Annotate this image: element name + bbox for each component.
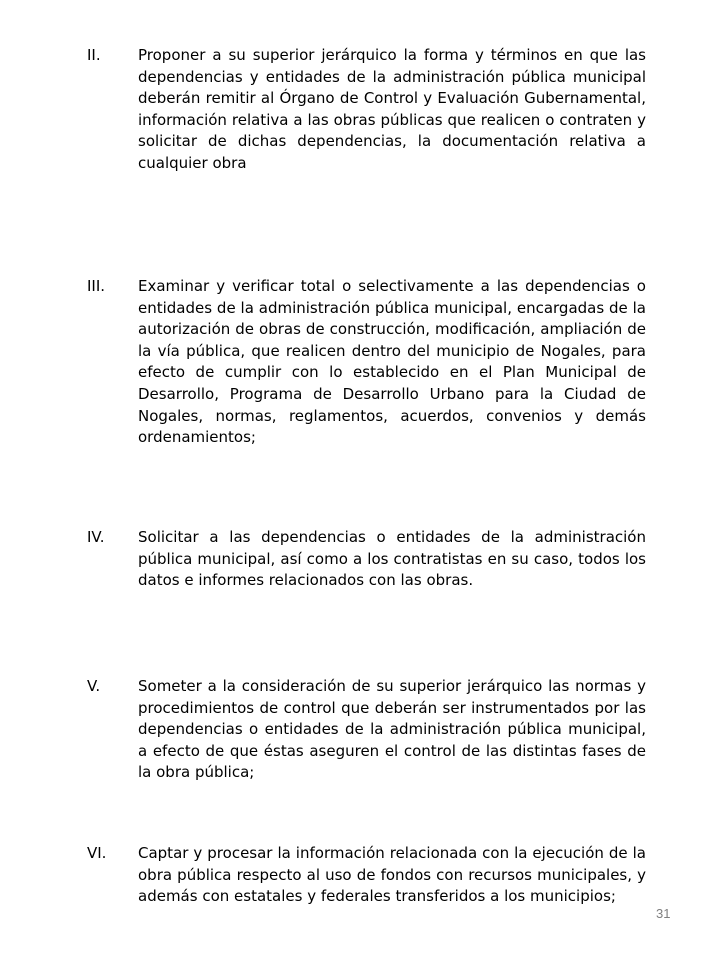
item-number: VI. (87, 844, 107, 862)
item-text: Captar y procesar la información relacionada con la ejecución de la obra pública respecto al uso de fondos con recursos municipales, y además con estatales y federales transferidos a los municipios; (138, 844, 646, 906)
page-number: 31 (656, 906, 671, 921)
item-number: IV. (87, 528, 105, 546)
item-number: V. (87, 677, 101, 695)
item-text: Solicitar a las dependencias o entidades de la administración pública municipal, así como a los contratistas en su caso, todos los datos e informes relacionados con las obras. (138, 528, 646, 590)
item-text: Someter a la consideración de su superior jerárquico las normas y procedimientos de control que deberán ser instrumentados por las dependencias o entidades de la administración pública municipal, a efecto de que éstas aseguren el control de las distintas fases de la obra pública; (138, 677, 646, 782)
item-text: Examinar y verificar total o selectivamente a las dependencias o entidades de la administración pública municipal, encargadas de la autorización de obras de construcción, modificación, ampliación de la vía pública, que realicen dentro del municipio de Nogales, para efecto de cumplir con lo establecido en el Plan Municipal de Desarrollo, Programa de Desarrollo Urbano para la Ciudad de Nogales, normas, reglamentos, acuerdos, convenios y demás ordenamientos; (138, 277, 646, 447)
item-number: III. (87, 277, 106, 295)
item-text: Proponer a su superior jerárquico la forma y términos en que las dependencias y entidades de la administración pública municipal deberán remitir al Órgano de Control y Evaluación Gubernamental, información relativa a las obras públicas que realicen o contraten y solicitar de dichas dependencias, la documentación relativa a cualquier obra (138, 46, 646, 172)
item-number: II. (87, 46, 101, 64)
